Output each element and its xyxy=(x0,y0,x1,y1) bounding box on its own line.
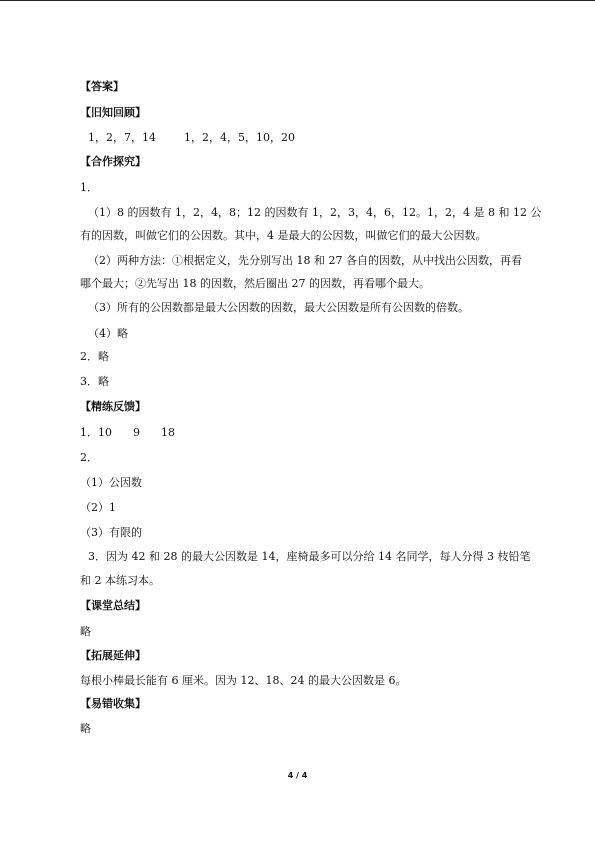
practice-item-1: 1．10 9 18 xyxy=(80,426,175,439)
explore-paragraph-2a: （2）两种方法：①根据定义，先分别写出 18 和 27 各自的因数，从中找出公因数，再看 xyxy=(88,254,522,267)
explore-item-1: 1． xyxy=(80,181,98,194)
review-answers: 1，2，7，14 1，2，4，5，10，20 xyxy=(88,131,295,144)
practice-item-3b: 和 2 本练习本。 xyxy=(80,574,160,587)
explore-heading: 【合作探究】 xyxy=(80,155,146,168)
practice-heading: 【精练反馈】 xyxy=(80,400,146,413)
answer-heading: 【答案】 xyxy=(80,80,124,93)
page-number: 4 / 4 xyxy=(287,771,308,780)
explore-paragraph-1a: （1）8 的因数有 1，2，4，8；12 的因数有 1，2，3，4，6，12。1，2，4 是 8 和 12 公 xyxy=(88,206,542,219)
extend-heading: 【拓展延伸】 xyxy=(80,649,146,662)
explore-paragraph-2b: 哪个最大；②先写出 18 的因数，然后圈出 27 的因数，再看哪个最大。 xyxy=(80,277,430,290)
summary-text: 略 xyxy=(80,625,91,638)
explore-paragraph-3: （3）所有的公因数都是最大公因数的因数，最大公因数是所有公因数的倍数。 xyxy=(88,301,469,314)
practice-item-2-3: （3）有限的 xyxy=(80,526,142,539)
practice-item-2: 2． xyxy=(80,451,98,464)
explore-paragraph-4: （4）略 xyxy=(88,327,128,340)
header-rule xyxy=(0,0,595,1)
explore-paragraph-1b: 有的因数，叫做它们的公因数。其中，4 是最大的公因数，叫做它们的最大公因数。 xyxy=(80,229,487,242)
practice-item-2-1: （1）公因数 xyxy=(80,476,142,489)
errors-text: 略 xyxy=(80,722,91,735)
practice-item-2-2: （2）1 xyxy=(80,501,116,514)
extend-text: 每根小棒最长能有 6 厘米。因为 12、18、24 的最大公因数是 6。 xyxy=(80,674,407,687)
explore-item-2: 2．略 xyxy=(80,350,109,363)
review-heading: 【旧知回顾】 xyxy=(80,106,146,119)
errors-heading: 【易错收集】 xyxy=(80,697,146,710)
practice-item-3a: 3．因为 42 和 28 的最大公因数是 14，座椅最多可以分给 14 名同学，每人分得 3 枝铅笔 xyxy=(88,550,531,563)
summary-heading: 【课堂总结】 xyxy=(80,599,146,612)
explore-item-3: 3．略 xyxy=(80,375,109,388)
